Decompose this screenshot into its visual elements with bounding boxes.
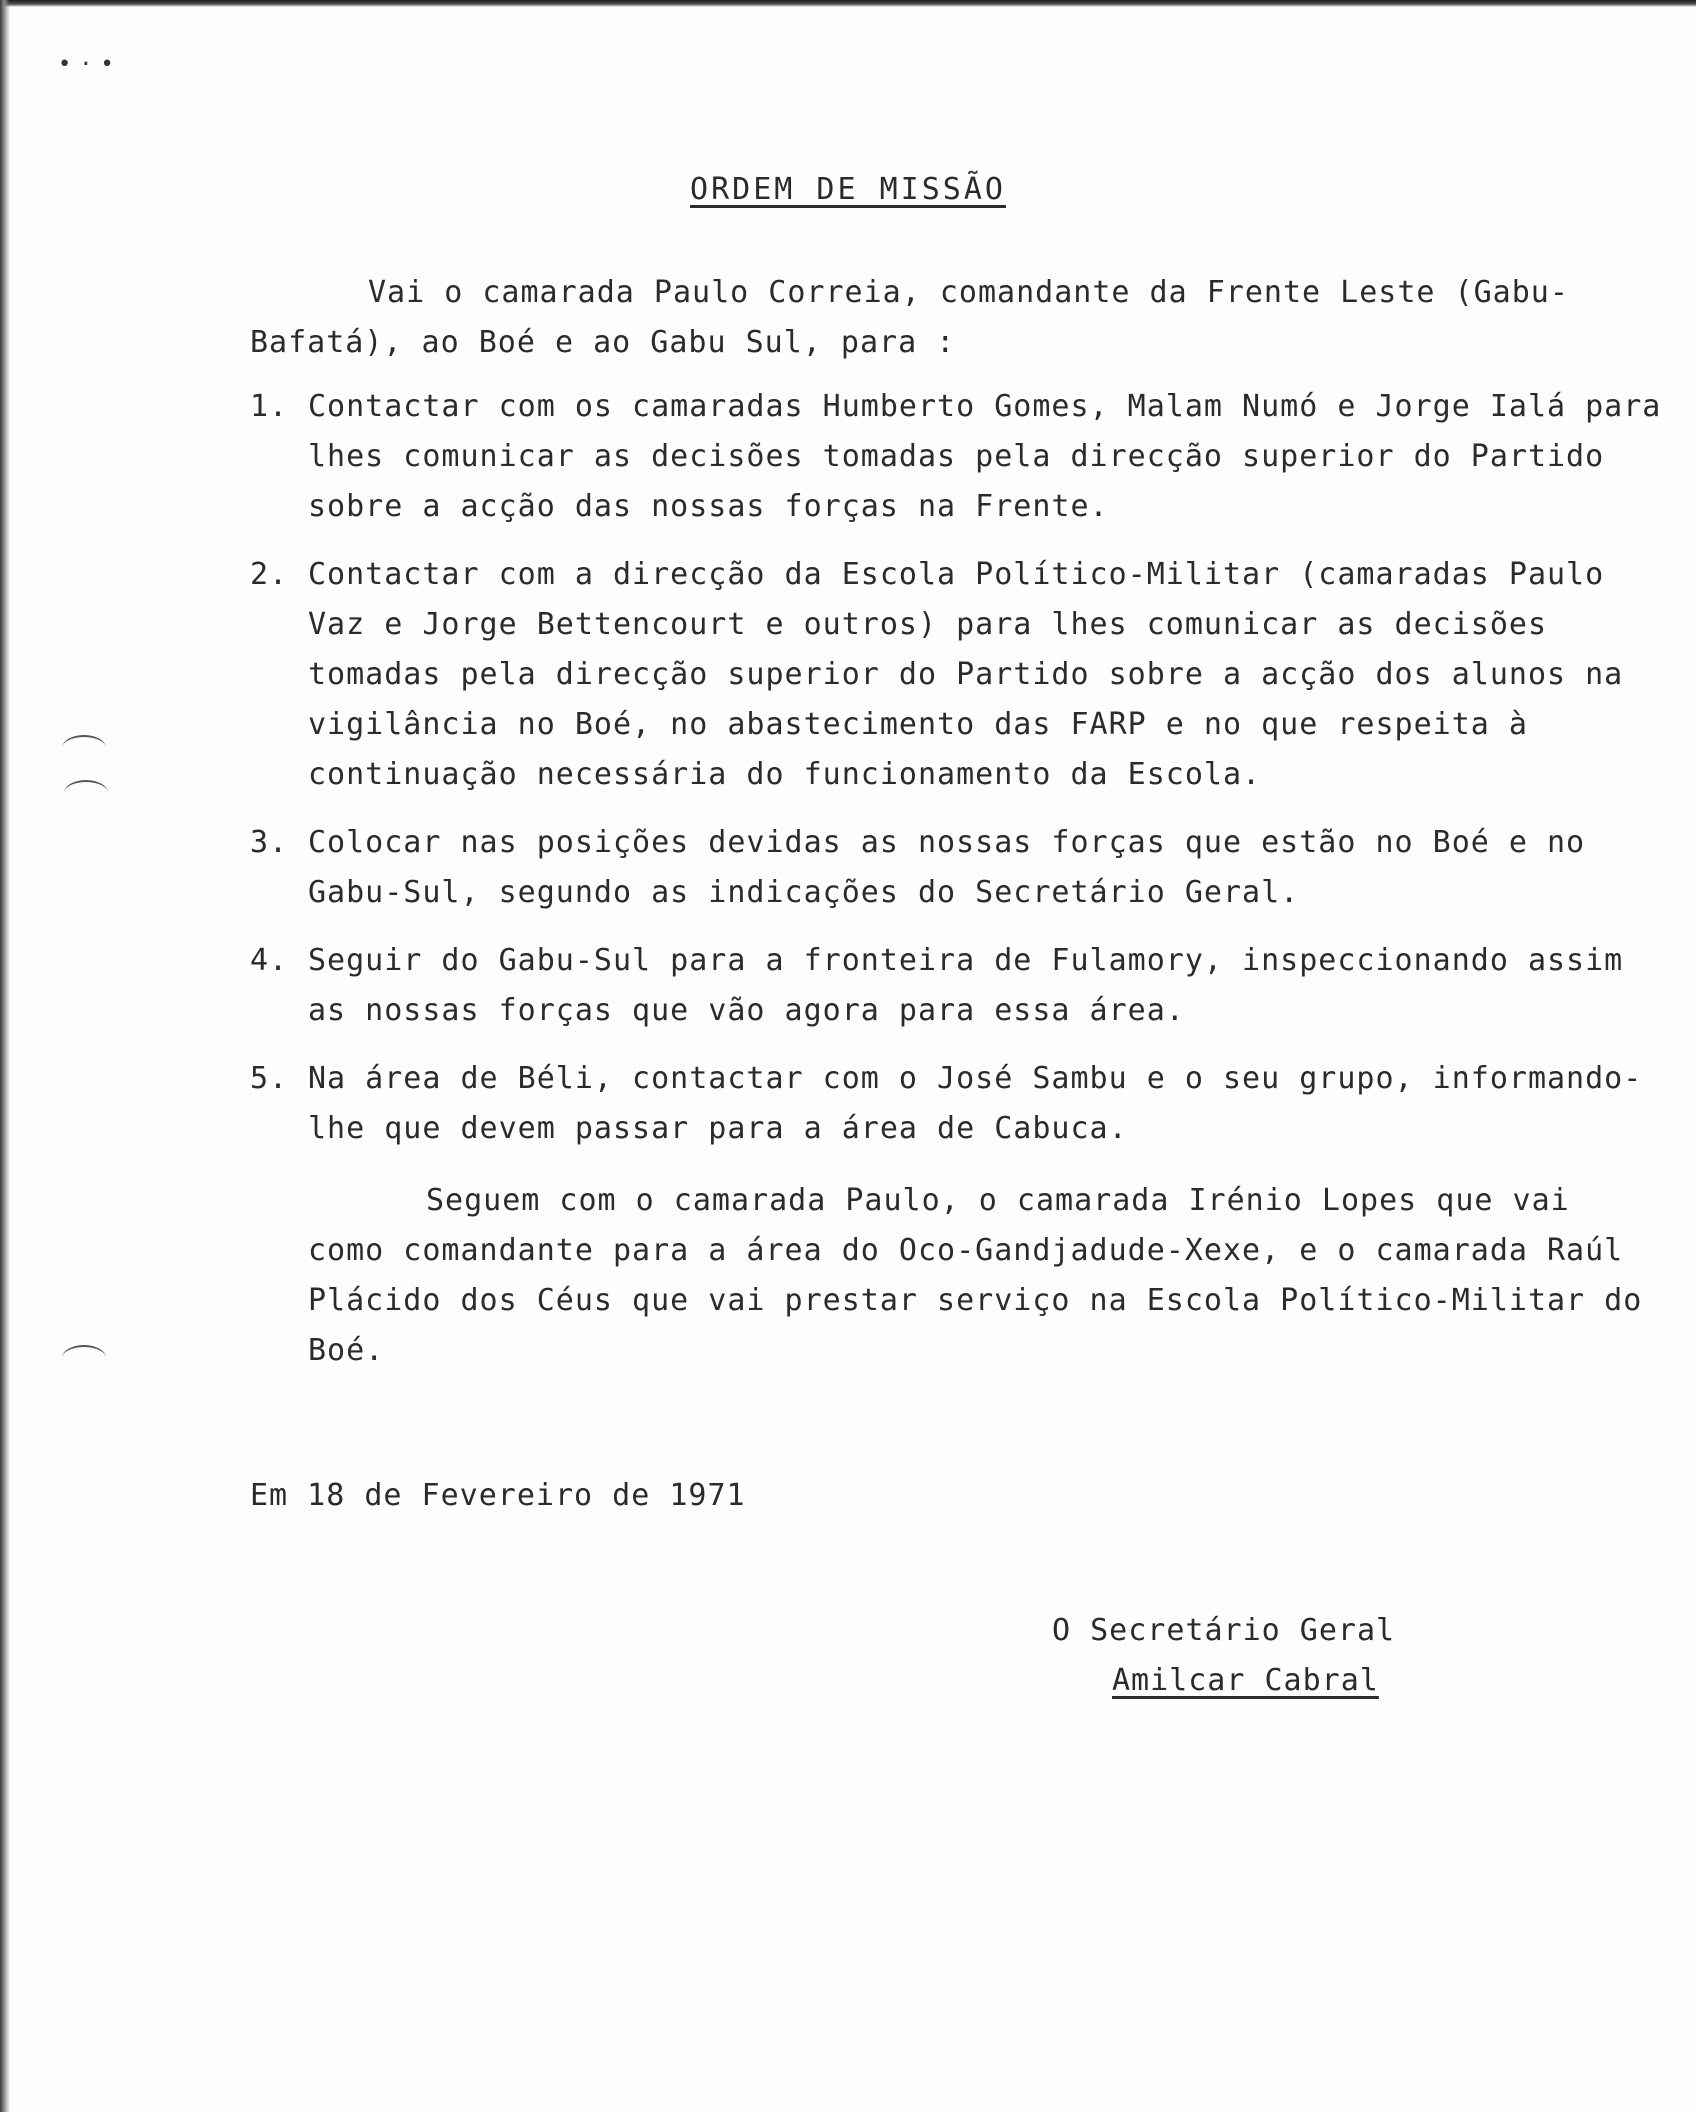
intro-paragraph: Vai o camarada Paulo Correia, comandante da Frente Leste (Gabu-Bafatá), ao Boé e ao Gabu Sul, para : — [250, 275, 1569, 360]
signature-title: O Secretário Geral — [1052, 1613, 1396, 1648]
list-item-number: 1. — [250, 389, 289, 424]
punch-hole-mark — [62, 735, 106, 761]
punch-hole-mark — [64, 780, 108, 806]
signature-name: Amilcar Cabral — [1112, 1663, 1379, 1698]
list-item-text: Colocar nas posições devidas as nossas forças que estão no Boé e no Gabu-Sul, segundo as indicações do Secretário Geral. — [308, 825, 1586, 910]
list-item-text: Seguir do Gabu-Sul para a fronteira de Fulamory, inspeccionando assim as nossas forças que vão agora para essa área. — [308, 943, 1624, 1028]
list-item-text: Contactar com a direcção da Escola Político-Militar (camaradas Paulo Vaz e Jorge Bettencourt e outros) para lhes comunicar as decisões tomadas pela direcção superior do Partido sobre a acção dos alunos na vigilância no Boé, no abastecimento das FARP e no que respeita à continuação necessária do funcionamento da Escola. — [308, 557, 1624, 792]
list-item — [250, 550, 1670, 800]
punch-hole-mark — [62, 1345, 106, 1371]
list-item-number: 3. — [250, 825, 289, 860]
document-title: ORDEM DE MISSÃO — [690, 172, 1006, 207]
list-item-text: Na área de Béli, contactar com o José Sambu e o seu grupo, informando-lhe que devem passar para a área de Cabuca. — [308, 1061, 1643, 1146]
scan-edge-top — [0, 0, 1696, 7]
list-item — [250, 382, 1670, 532]
list-item-number: 5. — [250, 1061, 289, 1096]
list-item-number: 4. — [250, 943, 289, 978]
scan-edge-left — [0, 0, 10, 2112]
document-date: Em 18 de Fevereiro de 1971 — [250, 1478, 746, 1513]
list-item-text: Contactar com os camaradas Humberto Gomes, Malam Numó e Jorge Ialá para lhes comunicar as decisões tomadas pela direcção superior do Partido sobre a acção das nossas forças na Frente. — [308, 389, 1662, 524]
list-item — [250, 936, 1670, 1036]
list-item-number: 2. — [250, 557, 289, 592]
list-item — [250, 1054, 1670, 1154]
closing-paragraph: Seguem com o camarada Paulo, o camarada Irénio Lopes que vai como comandante para a área do Oco-Gandjadude-Xexe, e o camarada Raúl Plácido dos Céus que vai prestar serviço na Escola Político-Militar do Boé. — [308, 1183, 1643, 1368]
mission-list — [250, 382, 1670, 1172]
scan-specks: •·• — [58, 52, 122, 77]
list-item — [250, 818, 1670, 918]
